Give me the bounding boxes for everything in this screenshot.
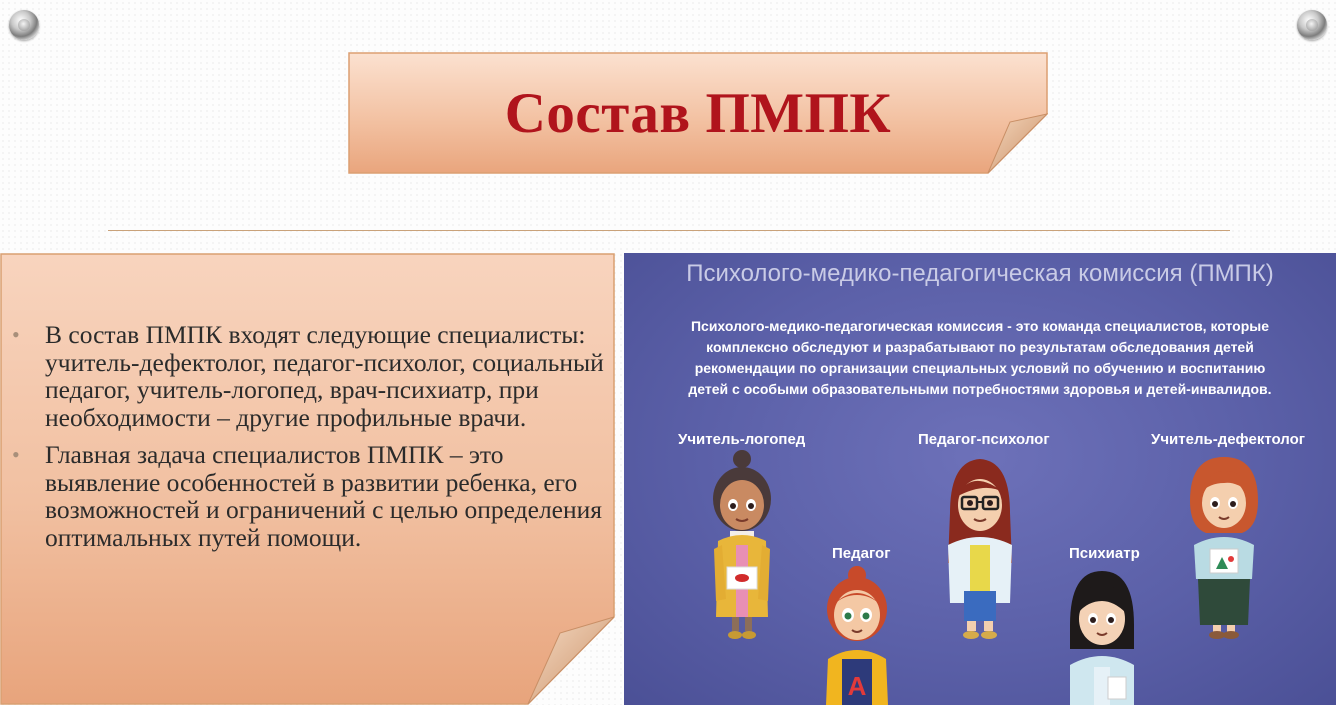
video-title: Психолого-медико-педагогическая комиссия (ПМПК) [686,260,1274,287]
label-psychologist: Педагог-психолог [918,431,1050,448]
label-defectologist: Учитель-дефектолог [1151,431,1306,448]
label-speech-therapist: Учитель-логопед [678,431,806,448]
divider-line [108,230,1230,231]
bullet-text: В состав ПМПК входят следующие специалисты: учитель-дефектолог, педагог-психолог, социальный педагог, учитель-логопед, врач-психиатр, при необходимости – другие профильные врачи. [45,320,604,432]
pushpin-right-icon [1297,10,1327,40]
title-banner [348,52,1048,174]
teacher-figure [820,563,894,705]
book-letter: А [847,671,867,701]
slide-title: Состав ПМПК [504,81,892,145]
label-psychiatrist: Психиатр [1069,545,1140,562]
defectologist-figure [1184,453,1264,639]
bullet-list [12,321,608,561]
description-line: рекомендации по организации специальных условий по обучению и воспитанию [694,360,1266,376]
bullet-item [12,441,608,551]
content-box [0,253,615,705]
pushpin-left-icon [9,10,39,40]
label-teacher: Педагог [832,545,891,562]
video-description [664,316,1296,400]
description-line: комплексно обследуют и разрабатывают по результатам обследования детей [706,339,1254,355]
bullet-icon: • [12,322,20,347]
description-line: детей с особыми образовательными потребностями здоровья и детей-инвалидов. [688,381,1272,397]
psychologist-figure [942,453,1018,639]
video-frame[interactable] [624,253,1336,705]
description-line: Психолого-медико-педагогическая комиссия - это команда специалистов, которые [690,318,1270,334]
bullet-text: Главная задача специалистов ПМПК – это выявление особенностей в развитии ребенка, его возможностей и ограничений с целью определения оптимальных путей помощи. [45,440,603,552]
bullet-icon: • [12,442,20,467]
psychiatrist-figure [1064,567,1140,705]
speech-therapist-figure [702,449,782,641]
bullet-item [12,321,608,431]
